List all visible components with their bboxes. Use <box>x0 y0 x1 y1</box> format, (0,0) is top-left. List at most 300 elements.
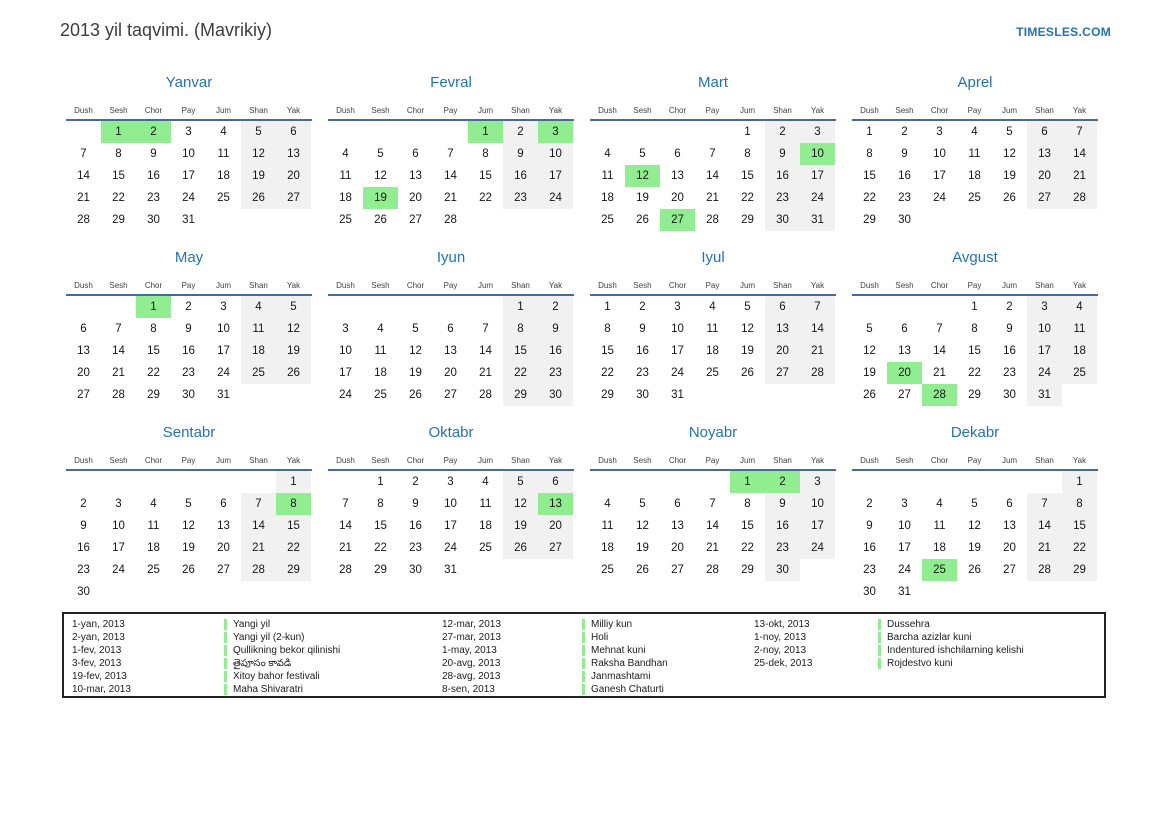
day-cell: 20 <box>444 367 457 379</box>
legend-date: 27-mar, 2013 <box>442 632 501 643</box>
legend-item <box>442 644 668 657</box>
weekday-label: Sesh <box>371 456 390 465</box>
weekday-label: Jum <box>739 106 756 115</box>
day-cell: 9 <box>639 323 646 335</box>
legend-holiday-name: Mehnat kuni <box>591 645 646 656</box>
weekday-label: Jum <box>215 106 232 115</box>
day-cell: 27 <box>409 214 422 226</box>
day-cell: 25 <box>479 542 492 554</box>
day-cell-empty <box>328 121 363 143</box>
weekday-label: Jum <box>1001 456 1018 465</box>
day-cell: 5 <box>412 323 419 335</box>
day-cell: 8 <box>482 148 489 160</box>
day-cell: 27 <box>671 564 684 576</box>
day-cell: 14 <box>479 345 492 357</box>
day-cell: 10 <box>538 143 573 165</box>
day-cell: 9 <box>866 520 873 532</box>
day-cell: 14 <box>933 345 946 357</box>
holiday-marker <box>224 632 227 643</box>
day-cell: 1 <box>744 126 751 138</box>
day-cell: 2 <box>1006 301 1013 313</box>
day-cell-empty <box>171 581 206 603</box>
holiday-marker <box>878 632 881 643</box>
day-cell: 6 <box>447 323 454 335</box>
day-cell: 28 <box>706 564 719 576</box>
day-cell-empty <box>992 209 1027 231</box>
holiday-marker <box>878 658 881 669</box>
day-cell-empty <box>538 559 573 581</box>
day-cell: 4 <box>342 148 349 160</box>
day-cell-empty <box>1027 581 1062 603</box>
day-cell: 2 <box>765 121 800 143</box>
day-cell: 1 <box>866 126 873 138</box>
day-cell-empty <box>625 471 660 493</box>
weekday-row <box>328 103 574 121</box>
day-cell: 30 <box>898 214 911 226</box>
day-cell: 3 <box>674 301 681 313</box>
holiday-marker <box>878 645 881 656</box>
weekday-label: Shan <box>1035 456 1054 465</box>
weekday-label: Yak <box>286 456 301 465</box>
weekday-label: Chor <box>930 281 949 290</box>
legend-item <box>442 631 668 644</box>
day-grid <box>852 296 1098 406</box>
day-cell-empty <box>328 296 363 318</box>
day-cell: 26 <box>636 214 649 226</box>
day-cell: 21 <box>241 537 276 559</box>
weekday-label: Sesh <box>109 106 128 115</box>
day-cell-empty <box>66 471 101 493</box>
legend-holiday-name: Ganesh Chaturti <box>591 684 664 695</box>
legend-date: 20-avg, 2013 <box>442 658 501 669</box>
day-cell-empty <box>398 121 433 143</box>
day-cell: 12 <box>625 165 660 187</box>
legend-holiday-name: Milliy kun <box>591 619 633 630</box>
weekday-label: Dush <box>336 456 355 465</box>
day-cell: 10 <box>182 148 195 160</box>
day-cell: 22 <box>741 192 754 204</box>
weekday-label: Sesh <box>371 106 390 115</box>
month-title: Yanvar <box>165 74 213 91</box>
day-cell: 20 <box>1003 542 1016 554</box>
weekday-label: Jum <box>477 456 494 465</box>
weekday-label: Jum <box>1001 281 1018 290</box>
day-cell: 4 <box>482 476 489 488</box>
weekday-label: Shan <box>1035 106 1054 115</box>
day-cell-empty <box>992 581 1027 603</box>
day-cell-empty <box>328 471 363 493</box>
day-cell: 7 <box>115 323 122 335</box>
day-cell: 27 <box>444 389 457 401</box>
day-cell: 27 <box>77 389 90 401</box>
site-link[interactable]: TIMESLES.COM <box>1016 25 1111 39</box>
day-cell: 12 <box>1003 148 1016 160</box>
day-cell: 29 <box>147 389 160 401</box>
legend-holiday-name: Xitoy bahor festivali <box>233 671 320 682</box>
day-cell: 4 <box>604 498 611 510</box>
day-cell: 6 <box>674 498 681 510</box>
day-cell: 30 <box>538 384 573 406</box>
day-cell: 19 <box>863 367 876 379</box>
day-cell: 12 <box>503 493 538 515</box>
day-cell: 15 <box>479 170 492 182</box>
weekday-label: Shan <box>773 456 792 465</box>
day-cell: 3 <box>447 476 454 488</box>
day-cell: 14 <box>77 170 90 182</box>
day-cell: 31 <box>182 214 195 226</box>
weekday-label: Yak <box>810 281 825 290</box>
day-cell: 9 <box>80 520 87 532</box>
weekday-label: Shan <box>511 106 530 115</box>
legend-item <box>72 644 340 657</box>
day-cell: 2 <box>901 126 908 138</box>
day-cell: 25 <box>339 214 352 226</box>
legend-item <box>442 670 668 683</box>
day-cell-empty <box>590 471 625 493</box>
day-cell: 22 <box>741 542 754 554</box>
day-cell: 8 <box>971 323 978 335</box>
weekday-label: Shan <box>511 281 530 290</box>
legend-holiday-name: Dussehra <box>887 619 930 630</box>
day-cell: 29 <box>112 214 125 226</box>
day-cell: 11 <box>1062 318 1097 340</box>
day-cell: 10 <box>112 520 125 532</box>
day-cell: 11 <box>933 520 946 532</box>
day-cell: 2 <box>765 471 800 493</box>
day-cell: 12 <box>182 520 195 532</box>
day-cell: 17 <box>800 515 835 537</box>
day-cell: 2 <box>503 121 538 143</box>
holiday-marker <box>582 645 585 656</box>
day-cell: 7 <box>709 148 716 160</box>
day-cell-empty <box>468 296 503 318</box>
day-cell: 20 <box>538 515 573 537</box>
day-cell-empty <box>922 471 957 493</box>
day-cell: 11 <box>147 520 160 532</box>
day-cell: 22 <box>601 367 614 379</box>
day-cell: 24 <box>933 192 946 204</box>
day-cell: 4 <box>936 498 943 510</box>
month-title: Mart <box>698 74 728 91</box>
month-fevral <box>328 73 574 248</box>
legend-holiday-name: Indentured ishchilarning kelishi <box>887 645 1024 656</box>
day-cell: 21 <box>444 192 457 204</box>
day-cell: 17 <box>800 165 835 187</box>
day-cell: 31 <box>444 564 457 576</box>
month-sentabr <box>66 423 312 598</box>
month-title: Iyun <box>436 249 466 266</box>
day-cell: 15 <box>503 340 538 362</box>
day-cell: 5 <box>377 148 384 160</box>
day-cell: 13 <box>409 170 422 182</box>
day-cell: 1 <box>604 301 611 313</box>
day-cell-empty <box>276 384 311 406</box>
day-cell: 1 <box>468 121 503 143</box>
day-cell-empty <box>136 471 171 493</box>
weekday-label: Yak <box>1072 106 1087 115</box>
weekday-label: Chor <box>144 106 163 115</box>
day-cell: 24 <box>112 564 125 576</box>
day-grid <box>328 296 574 406</box>
weekday-label: Sesh <box>895 456 914 465</box>
day-cell: 24 <box>538 187 573 209</box>
month-title: Iyul <box>701 249 725 266</box>
day-cell: 24 <box>1027 362 1062 384</box>
day-cell: 2 <box>412 476 419 488</box>
day-cell: 7 <box>482 323 489 335</box>
day-cell: 5 <box>744 301 751 313</box>
legend-item <box>754 657 1024 670</box>
weekday-label: Shan <box>249 106 268 115</box>
day-cell: 29 <box>741 214 754 226</box>
month-title: May <box>174 249 204 266</box>
weekday-label: Pay <box>967 456 982 465</box>
day-cell: 17 <box>182 170 195 182</box>
day-cell: 18 <box>968 170 981 182</box>
day-cell: 7 <box>447 148 454 160</box>
day-cell: 27 <box>276 187 311 209</box>
day-cell: 29 <box>276 559 311 581</box>
day-cell: 31 <box>217 389 230 401</box>
weekday-label: Jum <box>1001 106 1018 115</box>
day-cell: 23 <box>1003 367 1016 379</box>
day-cell-empty <box>276 209 311 231</box>
day-cell: 9 <box>765 143 800 165</box>
day-cell: 26 <box>503 537 538 559</box>
day-cell: 25 <box>1062 362 1097 384</box>
day-cell: 19 <box>409 367 422 379</box>
day-cell: 17 <box>933 170 946 182</box>
day-cell: 12 <box>863 345 876 357</box>
day-cell: 22 <box>863 192 876 204</box>
weekday-label: Sesh <box>633 106 652 115</box>
day-cell: 24 <box>339 389 352 401</box>
day-cell: 25 <box>922 559 957 581</box>
month-title: Avgust <box>952 249 998 266</box>
day-cell-empty <box>1062 209 1097 231</box>
day-cell: 17 <box>1027 340 1062 362</box>
day-cell: 11 <box>374 345 387 357</box>
day-cell-empty <box>660 471 695 493</box>
month-title: Oktabr <box>428 424 474 441</box>
day-cell: 24 <box>217 367 230 379</box>
day-cell: 23 <box>182 367 195 379</box>
day-cell: 7 <box>709 498 716 510</box>
day-cell: 1 <box>276 471 311 493</box>
day-cell: 10 <box>1027 318 1062 340</box>
day-cell-empty <box>276 581 311 603</box>
day-cell: 18 <box>147 542 160 554</box>
day-cell: 13 <box>217 520 230 532</box>
day-cell-empty <box>660 121 695 143</box>
day-cell: 4 <box>150 498 157 510</box>
weekday-label: Jum <box>215 456 232 465</box>
day-cell: 25 <box>374 389 387 401</box>
day-cell: 15 <box>276 515 311 537</box>
weekday-label: Shan <box>249 281 268 290</box>
day-cell: 12 <box>374 170 387 182</box>
day-cell: 7 <box>342 498 349 510</box>
day-cell: 16 <box>765 515 800 537</box>
legend-item <box>754 631 1024 644</box>
day-cell: 23 <box>898 192 911 204</box>
day-cell: 19 <box>182 542 195 554</box>
day-cell: 1 <box>101 121 136 143</box>
day-cell: 26 <box>276 362 311 384</box>
day-cell: 27 <box>660 209 695 231</box>
day-cell-empty <box>852 471 887 493</box>
day-cell: 10 <box>671 323 684 335</box>
day-cell: 13 <box>276 143 311 165</box>
day-cell: 19 <box>636 192 649 204</box>
month-oktabr <box>328 423 574 598</box>
day-cell: 17 <box>444 520 457 532</box>
day-cell: 19 <box>363 187 398 209</box>
day-cell: 22 <box>503 362 538 384</box>
day-cell: 30 <box>182 389 195 401</box>
day-cell: 14 <box>444 170 457 182</box>
day-cell: 30 <box>863 586 876 598</box>
day-cell: 21 <box>1062 165 1097 187</box>
day-cell: 26 <box>409 389 422 401</box>
day-cell: 29 <box>503 384 538 406</box>
weekday-label: Chor <box>144 281 163 290</box>
weekday-label: Pay <box>705 106 720 115</box>
day-cell: 30 <box>765 209 800 231</box>
day-cell: 10 <box>800 143 835 165</box>
weekday-label: Sesh <box>633 281 652 290</box>
weekday-label: Sesh <box>895 106 914 115</box>
day-cell: 18 <box>217 170 230 182</box>
holiday-marker <box>582 619 585 630</box>
day-cell: 14 <box>800 318 835 340</box>
day-cell: 15 <box>374 520 387 532</box>
day-cell: 27 <box>765 362 800 384</box>
day-cell: 23 <box>636 367 649 379</box>
day-cell: 7 <box>1062 121 1097 143</box>
day-cell: 5 <box>639 148 646 160</box>
weekday-label: Jum <box>477 106 494 115</box>
day-cell: 20 <box>1027 165 1062 187</box>
day-cell: 26 <box>1003 192 1016 204</box>
day-cell: 24 <box>671 367 684 379</box>
day-cell: 4 <box>709 301 716 313</box>
day-cell: 1 <box>136 296 171 318</box>
day-cell: 13 <box>1027 143 1062 165</box>
day-cell: 4 <box>971 126 978 138</box>
day-grid <box>852 471 1098 603</box>
day-cell: 29 <box>968 389 981 401</box>
day-cell: 11 <box>479 498 492 510</box>
day-cell: 23 <box>863 564 876 576</box>
month-title: Noyabr <box>688 424 738 441</box>
day-cell: 14 <box>112 345 125 357</box>
day-cell: 7 <box>1027 493 1062 515</box>
month-iyun <box>328 248 574 423</box>
day-cell: 12 <box>241 143 276 165</box>
day-cell: 11 <box>968 148 981 160</box>
day-cell: 11 <box>339 170 352 182</box>
legend-item <box>442 683 668 696</box>
day-cell: 28 <box>1062 187 1097 209</box>
day-cell: 20 <box>276 165 311 187</box>
weekday-label: Dush <box>74 281 93 290</box>
weekday-label: Yak <box>548 106 563 115</box>
day-cell: 20 <box>887 362 922 384</box>
day-cell: 1 <box>377 476 384 488</box>
weekday-label: Sesh <box>109 456 128 465</box>
day-cell: 1 <box>971 301 978 313</box>
legend-item <box>754 644 1024 657</box>
day-cell: 19 <box>503 515 538 537</box>
weekday-label: Dush <box>860 281 879 290</box>
day-cell: 17 <box>538 165 573 187</box>
weekday-label: Pay <box>705 281 720 290</box>
holiday-marker <box>582 632 585 643</box>
day-cell: 15 <box>112 170 125 182</box>
day-cell: 23 <box>765 187 800 209</box>
day-cell: 15 <box>1062 515 1097 537</box>
day-cell: 7 <box>241 493 276 515</box>
day-cell-empty <box>957 209 992 231</box>
day-cell: 13 <box>77 345 90 357</box>
day-cell: 5 <box>241 121 276 143</box>
day-cell: 17 <box>898 542 911 554</box>
day-cell: 7 <box>936 323 943 335</box>
weekday-label: Pay <box>181 106 196 115</box>
holiday-marker <box>582 671 585 682</box>
day-cell: 30 <box>765 559 800 581</box>
day-cell: 11 <box>241 318 276 340</box>
day-cell-empty <box>730 384 765 406</box>
month-aprel <box>852 73 1098 248</box>
day-cell-empty <box>538 209 573 231</box>
day-cell: 7 <box>800 296 835 318</box>
day-grid <box>590 121 836 231</box>
day-cell-empty <box>101 296 136 318</box>
weekday-label: Dush <box>598 456 617 465</box>
day-cell: 31 <box>1027 384 1062 406</box>
weekday-row <box>66 103 312 121</box>
weekday-label: Dush <box>860 456 879 465</box>
weekday-label: Pay <box>443 456 458 465</box>
day-cell: 22 <box>479 192 492 204</box>
legend-date: 2-yan, 2013 <box>72 632 125 643</box>
weekday-label: Shan <box>773 106 792 115</box>
day-cell: 24 <box>182 192 195 204</box>
weekday-label: Chor <box>406 281 425 290</box>
day-cell-empty <box>171 471 206 493</box>
day-cell-empty <box>765 384 800 406</box>
day-cell: 22 <box>147 367 160 379</box>
day-cell: 6 <box>901 323 908 335</box>
day-cell: 28 <box>241 559 276 581</box>
day-cell: 1 <box>503 296 538 318</box>
day-cell: 21 <box>479 367 492 379</box>
day-cell: 17 <box>671 345 684 357</box>
legend-date: 1-noy, 2013 <box>754 632 807 643</box>
day-cell: 21 <box>77 192 90 204</box>
day-cell: 15 <box>968 345 981 357</box>
legend-holiday-name: Yangi yil <box>233 619 271 630</box>
day-cell: 25 <box>601 214 614 226</box>
day-cell: 16 <box>409 520 422 532</box>
day-cell: 24 <box>800 187 835 209</box>
legend-date: 1-fev, 2013 <box>72 645 122 656</box>
weekday-label: Sesh <box>895 281 914 290</box>
weekday-label: Chor <box>144 456 163 465</box>
day-cell-empty <box>433 121 468 143</box>
